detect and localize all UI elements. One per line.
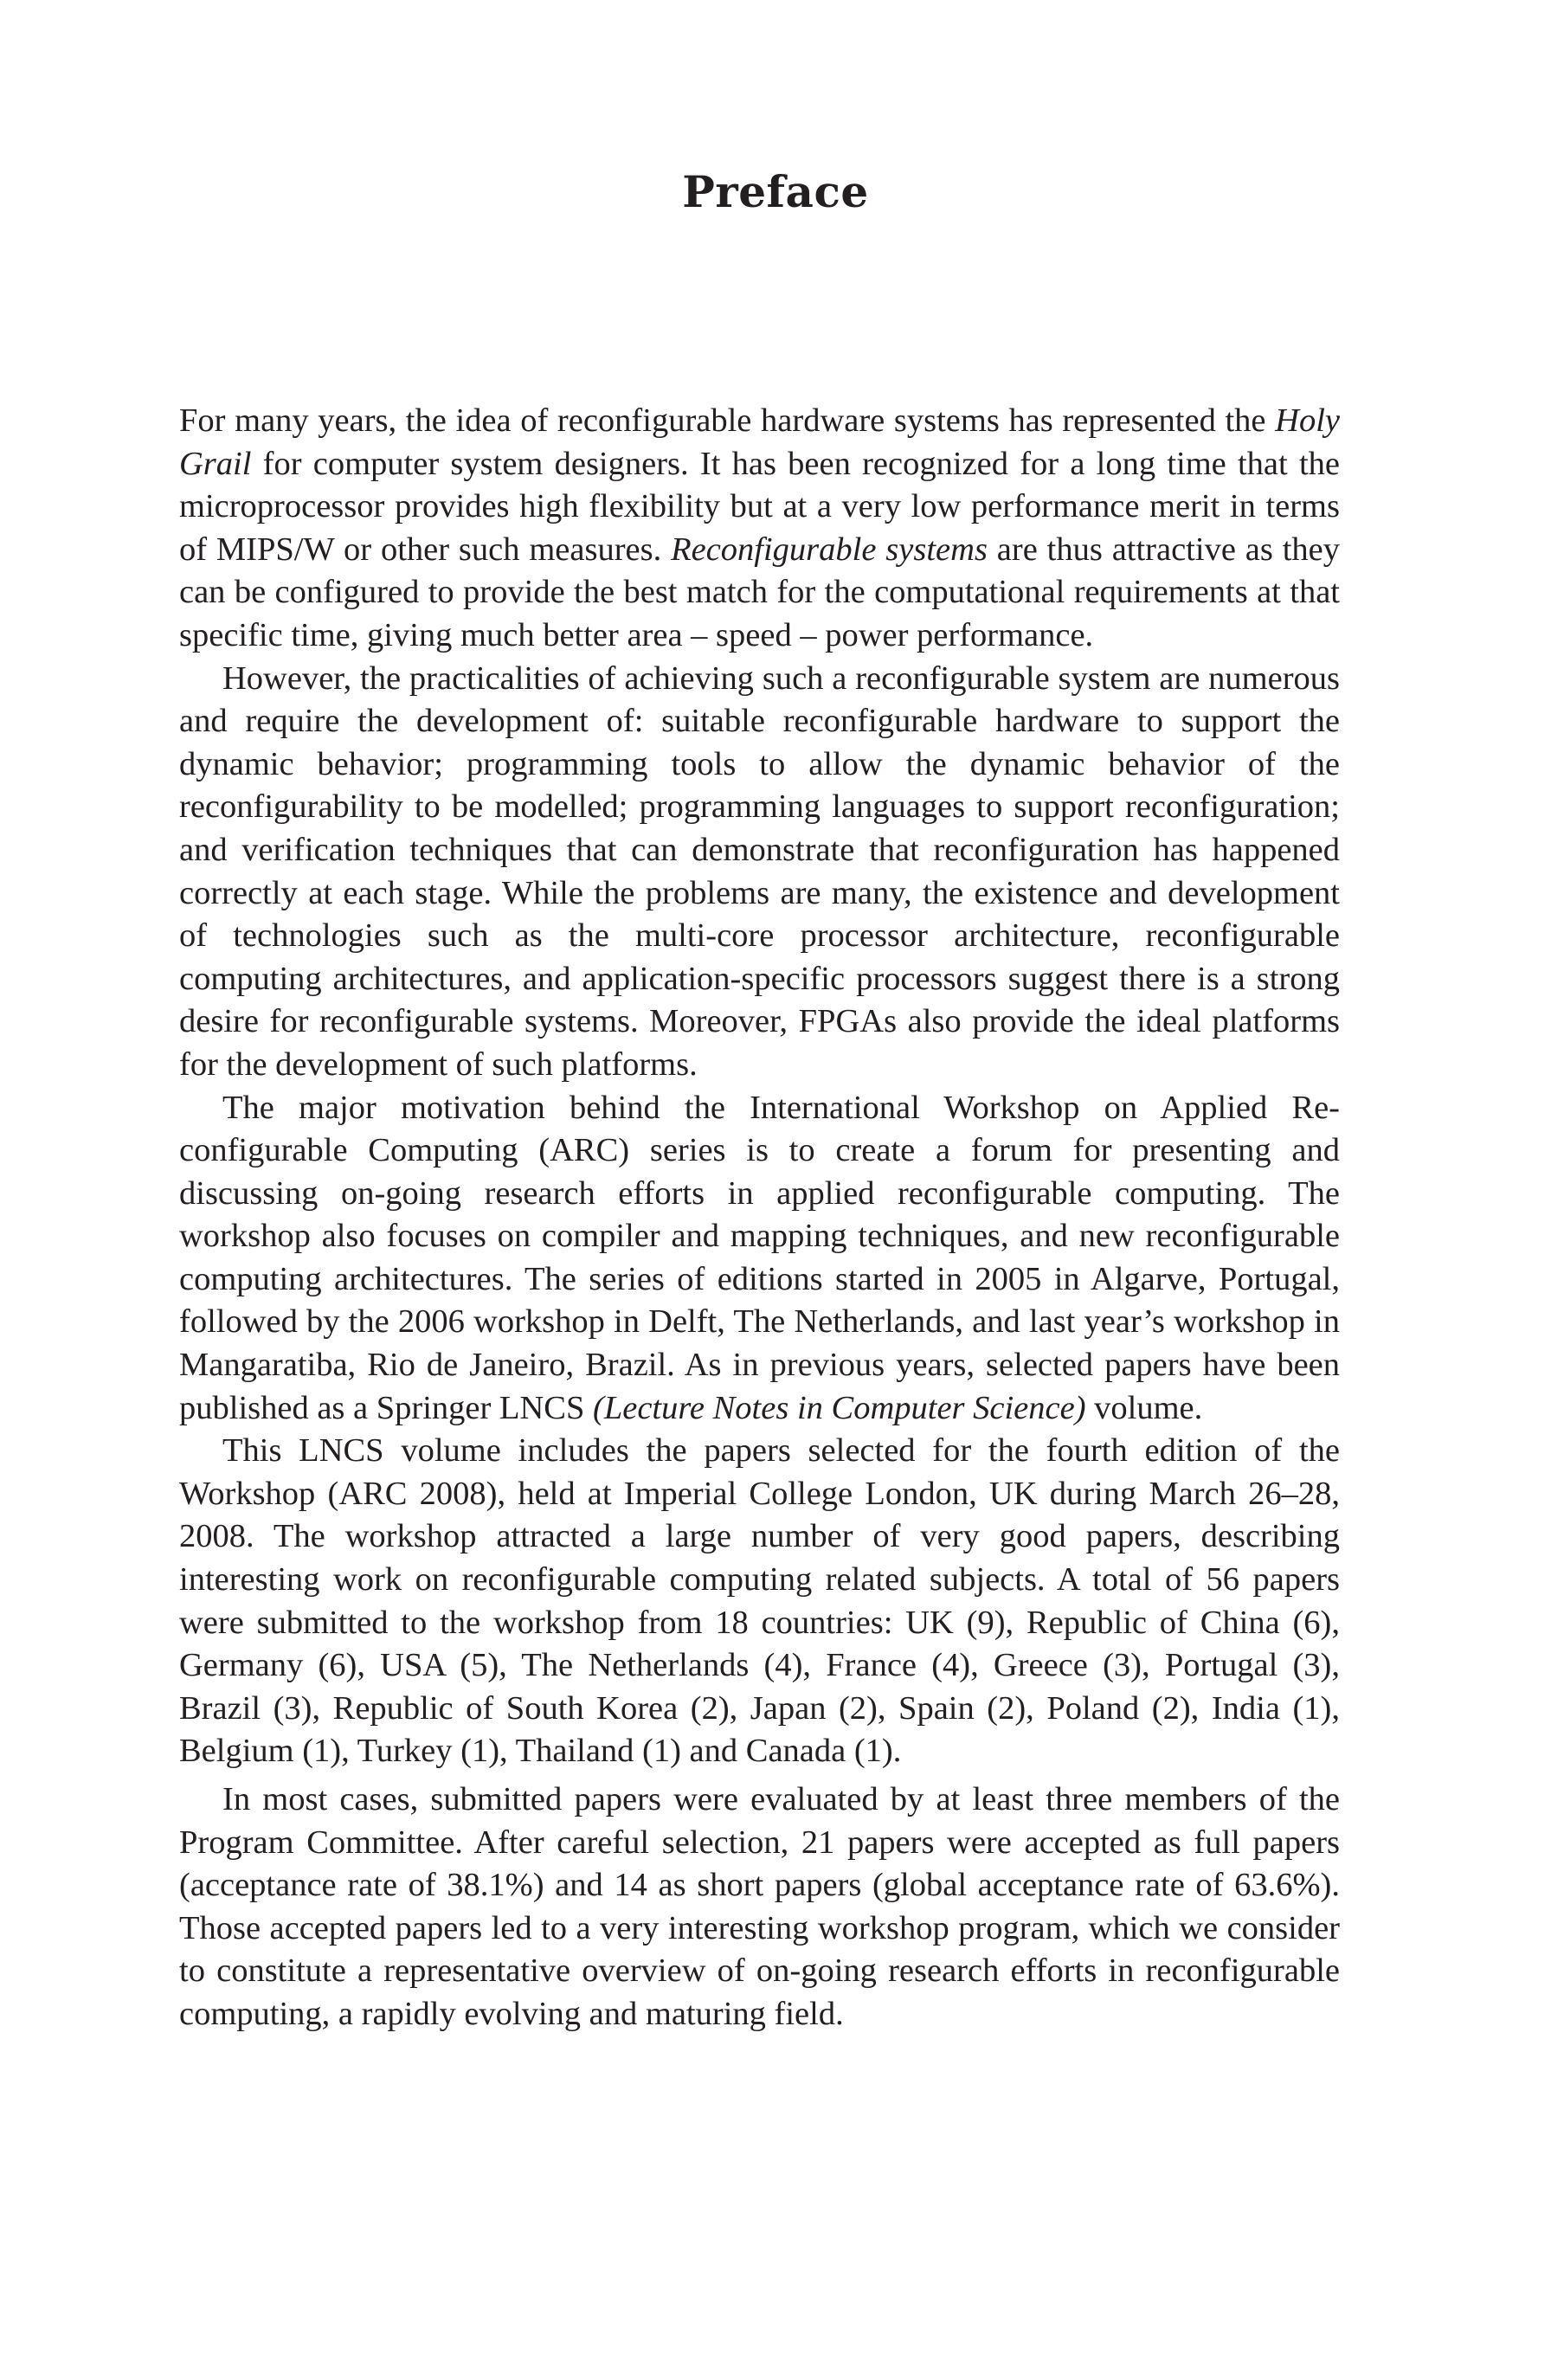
text-segment: However, the practicalities of achieving such a reconfigurable system are numerous and require the development of: suitable reconfigurable hardware to support the dynamic behavior; programming tools to allow the dynamic behavior of the reconfigurability to be modelled; programming languages to support reconfiguration; and verification techniques that can demonstrate that reconfiguration has happened correctly at each stage. While the problems are many, the existence and development of technologies such as the multi-core processor architecture, reconfigurable computing architectures, and application-specific processors suggest there is a strong desire for reconfigurable systems. Moreover, FPGAs also provide the ideal platforms for the development of such platforms. bbox=[179, 659, 1340, 1083]
paragraph bbox=[179, 658, 1340, 1087]
italic-text: Reconfigurable systems bbox=[671, 531, 988, 568]
page-title: Preface bbox=[682, 166, 869, 217]
italic-text: Holy Grail bbox=[179, 402, 1340, 482]
text-segment: are thus attractive as they can be configured to provide the best match for the computational requirements at that specific time, giving much better area – speed – power performance. bbox=[179, 531, 1340, 653]
italic-text: (Lecture Notes in Computer Science) bbox=[593, 1389, 1086, 1426]
preface-body bbox=[179, 400, 1340, 2036]
text-segment: The major motivation behind the International Workshop on Applied Reconfigurable Computing (ARC) series is to create a forum for presenting and discussing on-going research efforts in applied reconfigurable computing. The workshop also focuses on compiler and mapping techniques, and new reconfigurable computing architectures. The series of editions started in 2005 in Algarve, Portugal, followed by the 2006 workshop in Delft, The Netherlands, and last year’s workshop in Mangaratiba, Rio de Janeiro, Brazil. As in previous years, selected papers have been published as a Springer LNCS bbox=[179, 1089, 1340, 1426]
paragraph bbox=[179, 400, 1340, 658]
text-segment: volume. bbox=[1085, 1389, 1203, 1426]
paragraph bbox=[179, 1779, 1340, 2036]
text-segment: In most cases, submitted papers were evaluated by at least three members of the Program Committee. After careful selection, 21 papers were accepted as full papers (acceptance rate of 38.1%) and 14 as short papers (global acceptance rate of 63.6%). Those accepted papers led to a very interesting workshop program, which we consider to constitute a representative overview of on-going research efforts in reconfigurable computing, a rapidly evolving and maturing field. bbox=[179, 1781, 1340, 2032]
text-segment: for computer system designers. It has been recognized for a long time that the microprocessor provides high flexibility but at a very low performance merit in terms of MIPS/W or other such measures. bbox=[179, 445, 1340, 568]
paragraph bbox=[179, 1430, 1340, 1773]
paragraph bbox=[179, 1087, 1340, 1431]
text-segment: For many years, the idea of reconfigurable hardware systems has represented the bbox=[179, 402, 1276, 439]
text-segment: This LNCS volume includes the papers selected for the fourth edition of the Workshop (ARC 2008), held at Imperial College London, UK during March 26–28, 2008. The workshop attracted a large number of very good papers, describing interesting work on reconfigurable computing related subjects. A total of 56 papers were submitted to the workshop from 18 countries: UK (9), Republic of China (6), Germany (6), USA (5), The Netherlands (4), France (4), Greece (3), Portugal (3), Brazil (3), Republic of South Korea (2), Japan (2), Spain (2), Poland (2), India (1), Belgium (1), Turkey (1), Thailand (1) and Canada (1). bbox=[179, 1432, 1340, 1770]
